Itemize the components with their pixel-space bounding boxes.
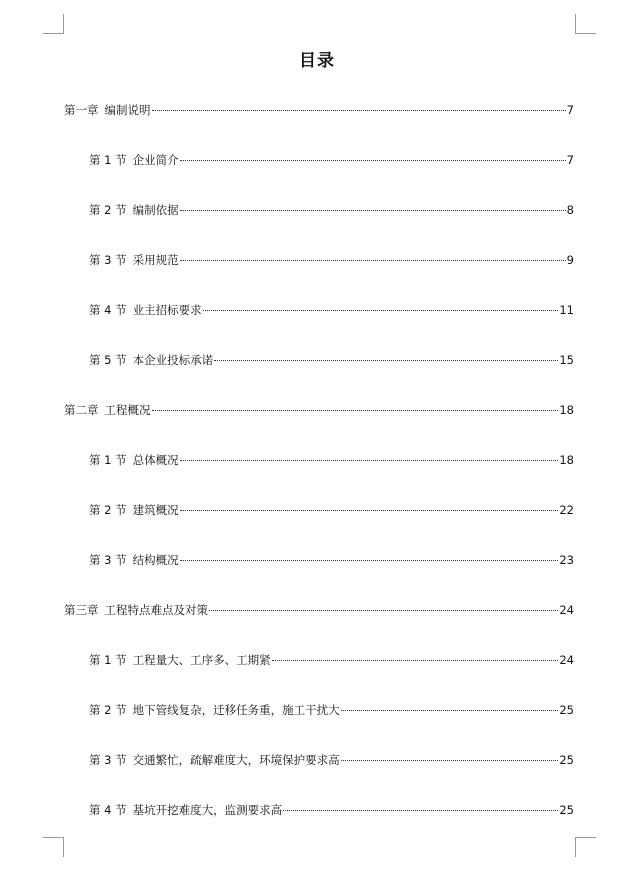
toc-entry-page: 24 (559, 653, 574, 667)
toc-entry-page: 23 (559, 553, 574, 567)
toc-entry-text: 结构概况 (132, 553, 179, 567)
toc-entry-chapter-3[interactable] (64, 602, 574, 618)
toc-entry-text: 编制说明 (104, 103, 151, 117)
toc-entry-number: 第 5 节 (89, 353, 127, 367)
toc-entry-text: 总体概况 (132, 453, 179, 467)
dot-leader (180, 510, 559, 511)
toc-entry-section[interactable] (89, 802, 574, 818)
toc-entry-text: 采用规范 (132, 253, 179, 267)
toc-entry-page: 11 (559, 303, 574, 317)
toc-entry-section[interactable] (89, 352, 574, 368)
toc-entry-chapter-2[interactable] (64, 402, 574, 418)
toc-entry-section[interactable] (89, 152, 574, 168)
crop-mark-top-right (575, 14, 576, 34)
crop-mark-bottom-right (575, 837, 596, 838)
dot-leader (180, 160, 566, 161)
toc-entry-section[interactable] (89, 752, 574, 768)
toc-entry-section[interactable] (89, 252, 574, 268)
toc-entry-page: 7 (566, 153, 574, 167)
toc-entry-page: 25 (559, 703, 574, 717)
toc-entry-number: 第 1 节 (89, 153, 127, 167)
toc-entry-page: 18 (559, 403, 574, 417)
toc-entry-number: 第 1 节 (89, 653, 127, 667)
toc-entry-number: 第 2 节 (89, 703, 127, 717)
toc-entry-number: 第一章 (64, 103, 99, 117)
toc-entry-page: 15 (559, 353, 574, 367)
toc-entry-page: 24 (559, 603, 574, 617)
toc-entry-number: 第 4 节 (89, 303, 127, 317)
toc-entry-text: 工程量大、工序多、工期紧 (132, 653, 271, 667)
toc-entry-section[interactable] (89, 302, 574, 318)
toc-entry-number: 第 3 节 (89, 253, 127, 267)
toc-entry-section[interactable] (89, 702, 574, 718)
toc-entry-section[interactable] (89, 502, 574, 518)
toc-entry-page: 8 (566, 203, 574, 217)
toc-entry-page: 18 (559, 453, 574, 467)
dot-leader (180, 260, 566, 261)
crop-mark-bottom-left (43, 837, 64, 838)
toc-entry-section[interactable] (89, 202, 574, 218)
toc-entry-page: 22 (559, 503, 574, 517)
dot-leader (341, 760, 559, 761)
dot-leader (180, 460, 559, 461)
dot-leader (180, 210, 566, 211)
dot-leader (152, 410, 559, 411)
toc-entry-section[interactable] (89, 452, 574, 468)
toc-entry-number: 第二章 (64, 403, 99, 417)
toc-entry-text: 交通繁忙，疏解难度大，环境保护要求高 (132, 753, 340, 767)
toc-entry-text: 本企业投标承诺 (132, 353, 214, 367)
toc-entry-number: 第 3 节 (89, 553, 127, 567)
toc-entry-text: 业主招标要求 (132, 303, 202, 317)
toc-entry-text: 工程特点难点及对策 (104, 603, 208, 617)
dot-leader (272, 660, 559, 661)
dot-leader (209, 610, 558, 611)
crop-mark-top-left (43, 33, 64, 34)
toc-entry-number: 第 2 节 (89, 503, 127, 517)
crop-mark-top-left (63, 14, 64, 34)
dot-leader (180, 560, 559, 561)
toc-entry-section[interactable] (89, 652, 574, 668)
toc-entry-chapter-1[interactable] (64, 102, 574, 118)
toc-entry-number: 第三章 (64, 603, 99, 617)
dot-leader (214, 360, 558, 361)
toc-entry-text: 建筑概况 (132, 503, 179, 517)
crop-mark-bottom-right (575, 837, 576, 857)
toc-entry-page: 9 (566, 253, 574, 267)
dot-leader (283, 810, 558, 811)
toc-entry-page: 25 (559, 753, 574, 767)
toc-entry-text: 基坑开挖难度大，监测要求高 (132, 803, 283, 817)
toc-entry-text: 工程概况 (104, 403, 151, 417)
toc-title: 目录 (299, 51, 335, 71)
toc-entry-section[interactable] (89, 552, 574, 568)
toc-entry-number: 第 4 节 (89, 803, 127, 817)
crop-mark-bottom-left (63, 837, 64, 857)
toc-entry-text: 企业简介 (132, 153, 179, 167)
crop-mark-top-right (575, 33, 596, 34)
dot-leader (341, 710, 559, 711)
toc-entry-text: 地下管线复杂，迁移任务重，施工干扰大 (132, 703, 340, 717)
toc-entry-text: 编制依据 (132, 203, 179, 217)
toc-entry-number: 第 2 节 (89, 203, 127, 217)
dot-leader (203, 310, 559, 311)
dot-leader (152, 110, 566, 111)
toc-entry-number: 第 3 节 (89, 753, 127, 767)
toc-entry-page: 7 (566, 103, 574, 117)
toc-entry-number: 第 1 节 (89, 453, 127, 467)
toc-entry-page: 25 (559, 803, 574, 817)
